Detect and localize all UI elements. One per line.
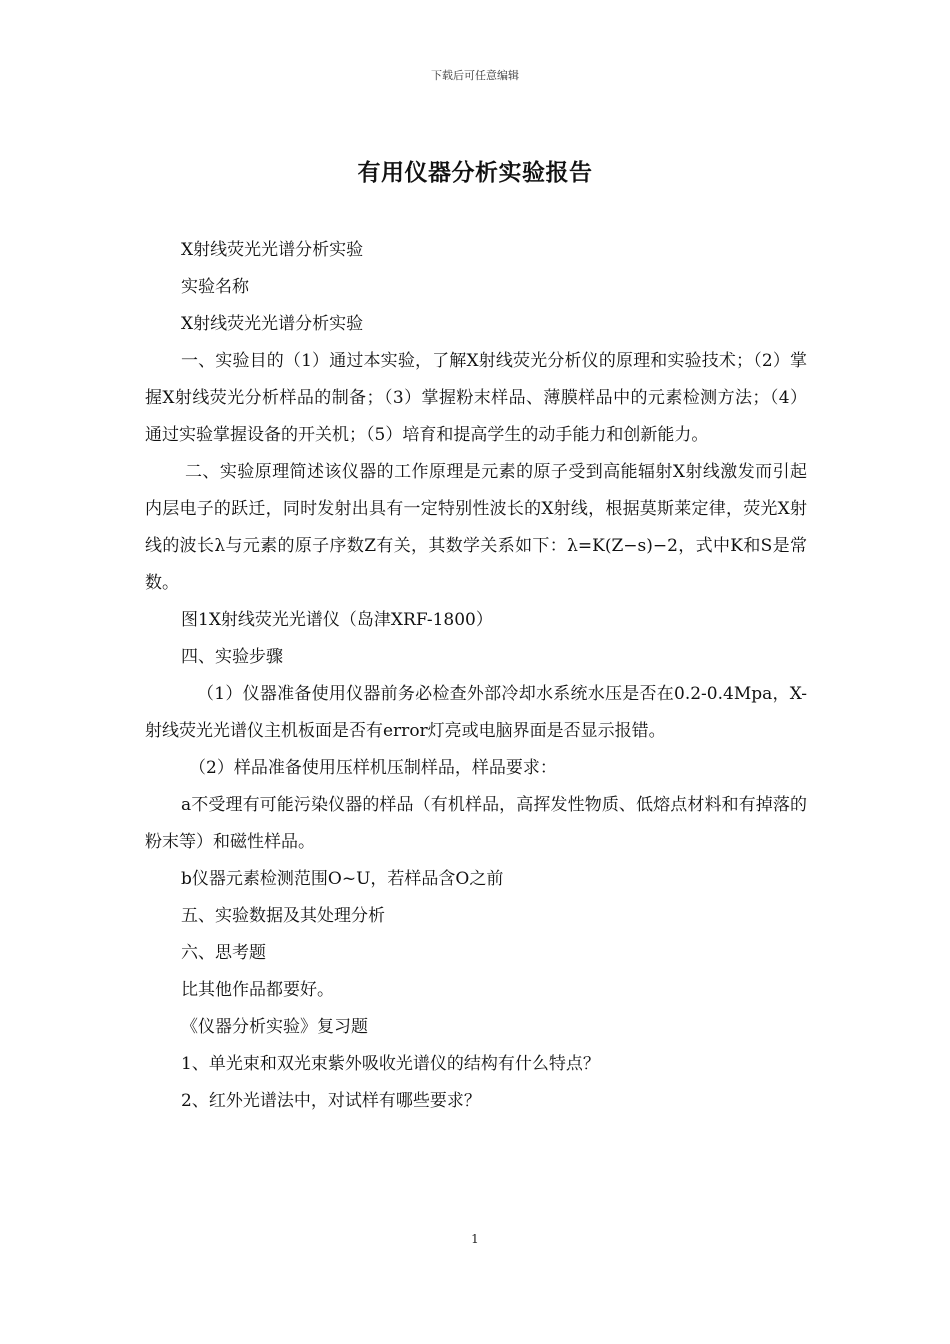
paragraph-question-2: 2、红外光谱法中，对试样有哪些要求？	[181, 1091, 481, 1111]
paragraph-steps-heading: 四、实验步骤	[181, 647, 283, 667]
paragraph-figure-caption: 图1X射线荧光光谱仪（岛津XRF-1800）	[181, 610, 493, 630]
page-header: 下载后可任意编辑	[431, 69, 519, 82]
paragraph-experiment-name: X射线荧光光谱分析实验	[181, 314, 364, 334]
document-body	[145, 232, 807, 1120]
paragraph-principle: 二、实验原理简述该仪器的工作原理是元素的原子受到高能辐射X射线激发而引起内层电子的跃迁，同时发射出具有一定特别性波长的X射线，根据莫斯莱定律，荧光X射线的波长λ与元素的原子序数Z有关，其数学关系如下：λ=K(Z−s)−2，式中K和S是常数。	[145, 462, 807, 593]
paragraph-questions-heading: 六、思考题	[181, 943, 266, 963]
page-number: 1	[471, 1232, 479, 1246]
paragraph-question-1: 1、单光束和双光束紫外吸收光谱仪的结构有什么特点？	[181, 1054, 600, 1074]
paragraph-review-title: 《仪器分析实验》复习题	[181, 1017, 368, 1037]
paragraph-sample-requirement-b: b仪器元素检测范围O~U，若样品含O之前	[181, 869, 504, 889]
paragraph-experiment-name-label: 实验名称	[181, 277, 249, 297]
paragraph-objectives: 一、实验目的（1）通过本实验，了解X射线荧光分析仪的原理和实验技术；（2）掌握X射线荧光分析样品的制备；（3）掌握粉末样品、薄膜样品中的元素检测方法；（4）通过实验掌握设备的开关机；（5）培育和提高学生的动手能力和创新能力。	[145, 351, 807, 445]
paragraph-step-sample-prep: （2）样品准备使用压样机压制样品，样品要求：	[189, 758, 557, 778]
paragraph-remark: 比其他作品都要好。	[181, 980, 334, 1000]
paragraph-subject: X射线荧光光谱分析实验	[181, 240, 364, 260]
document-title: 有用仪器分析实验报告	[357, 160, 593, 186]
paragraph-data-analysis-heading: 五、实验数据及其处理分析	[181, 906, 385, 926]
paragraph-sample-requirement-a: a不受理有可能污染仪器的样品（有机样品，高挥发性物质、低熔点材料和有掉落的粉末等）和磁性样品。	[145, 795, 807, 852]
paragraph-step-instrument-prep: （1）仪器准备使用仪器前务必检查外部冷却水系统水压是否在0.2-0.4Mpa，X-射线荧光光谱仪主机板面是否有error灯亮或电脑界面是否显示报错。	[145, 684, 807, 741]
